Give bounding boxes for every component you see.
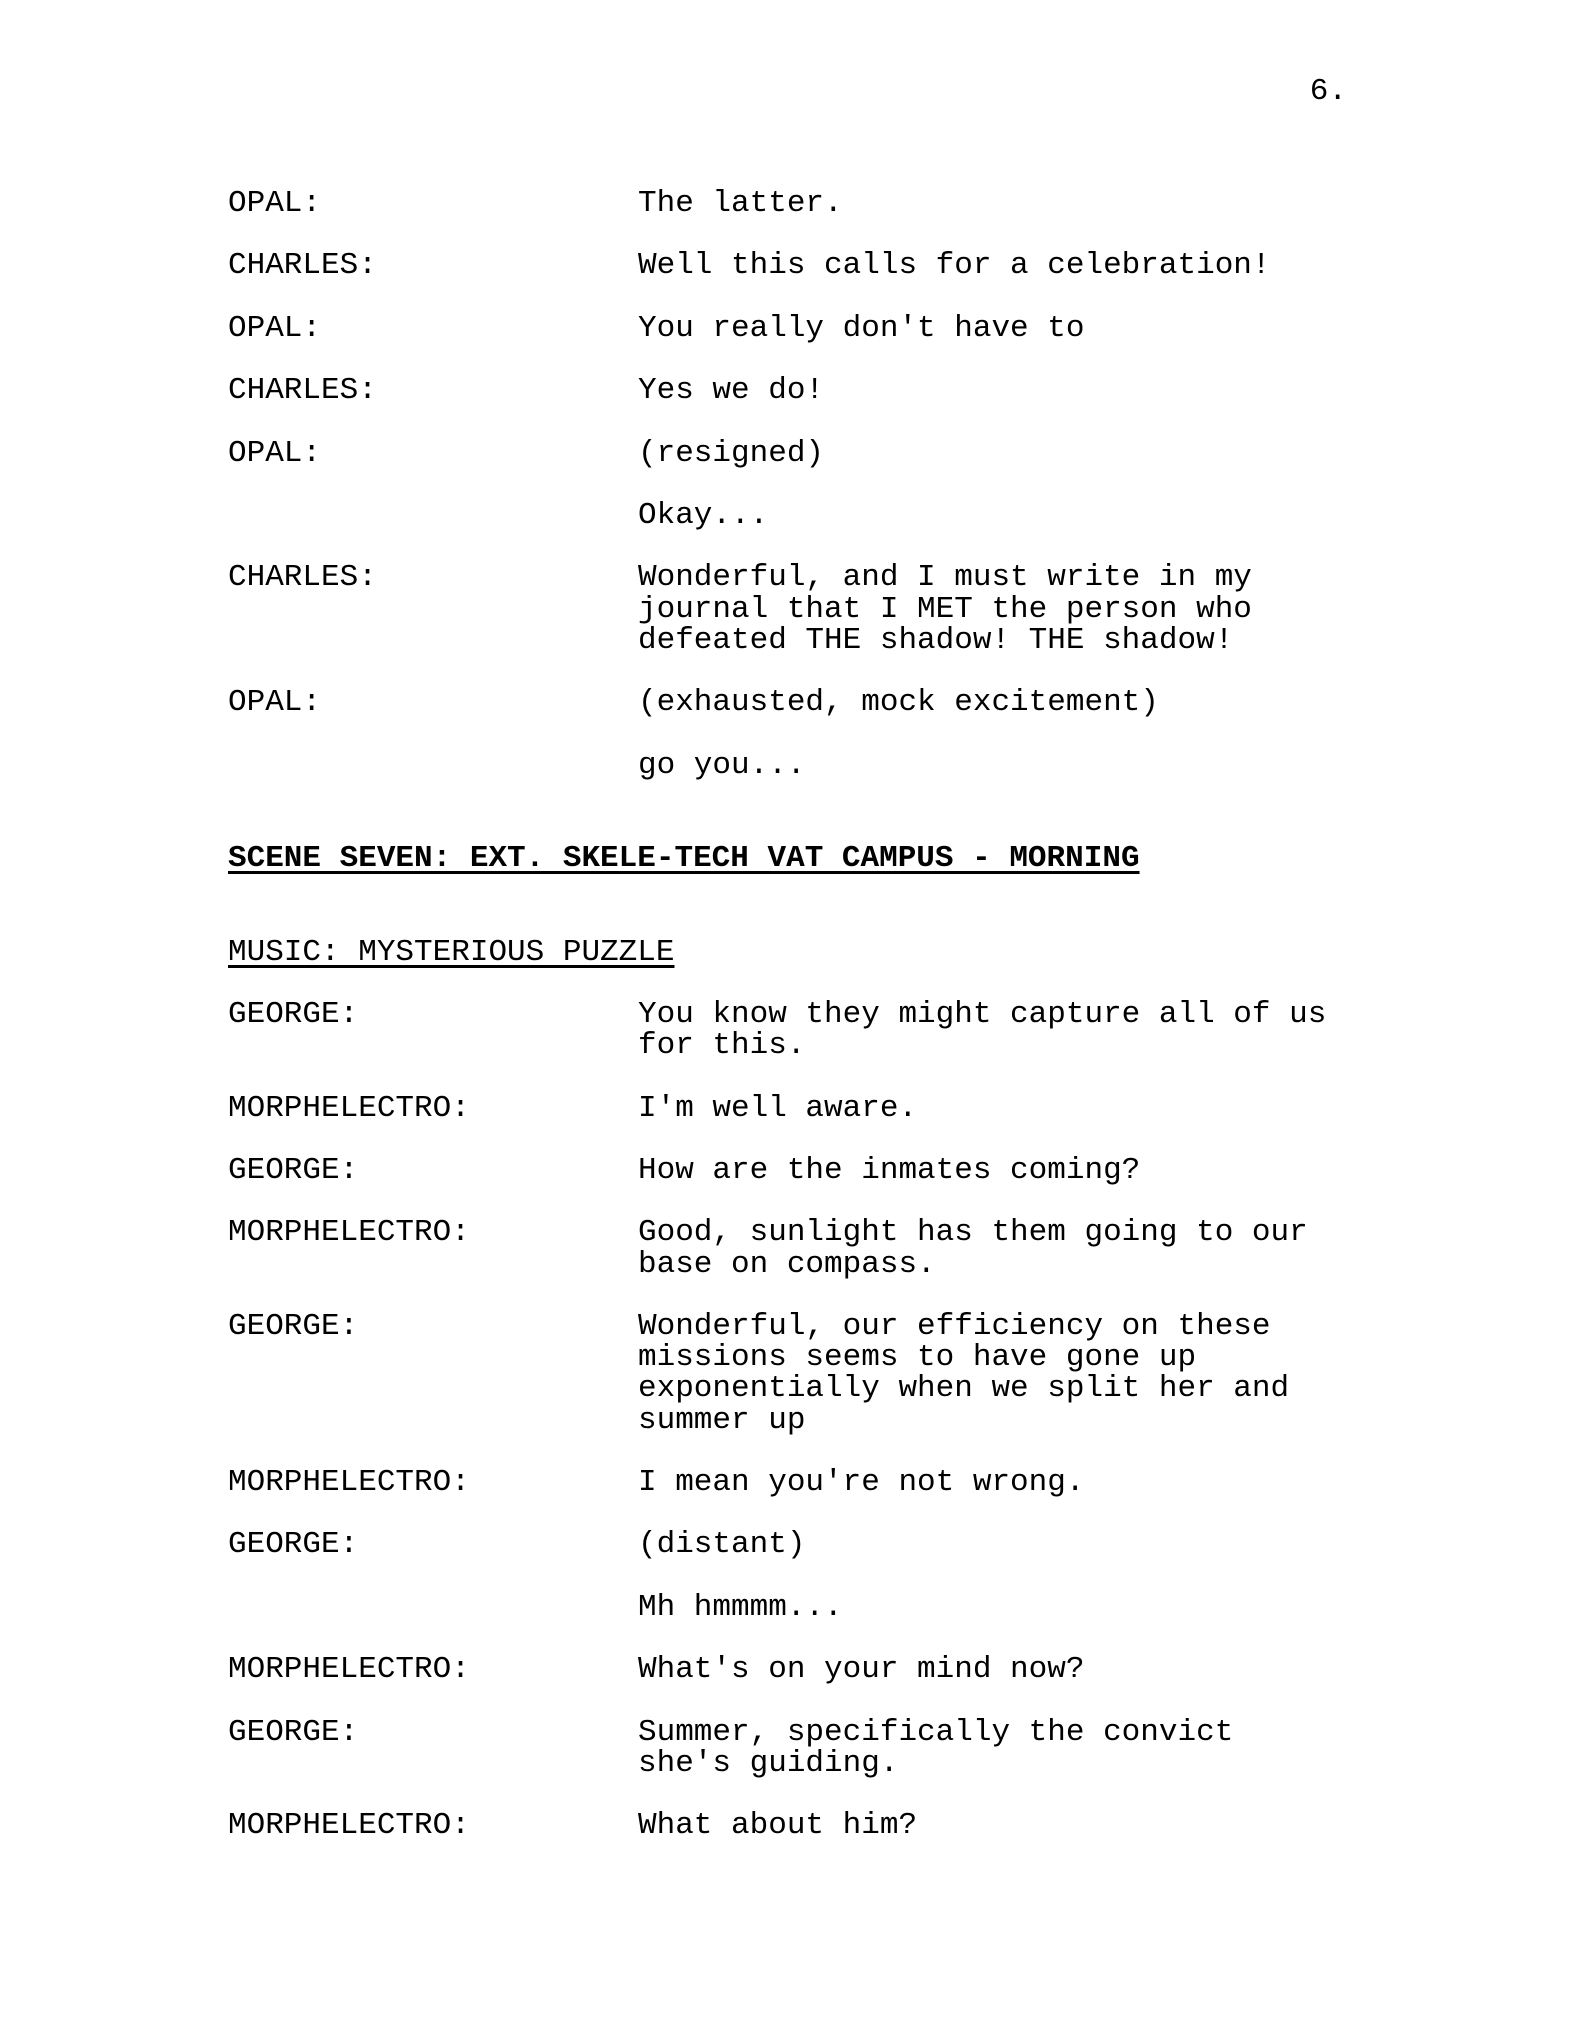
character-name: CHARLES: <box>228 560 377 596</box>
character-name: MORPHELECTRO: <box>228 1090 470 1126</box>
dialogue-entry <box>228 310 1536 346</box>
continuation-entry <box>228 1589 1536 1625</box>
dialogue-lines <box>638 1215 1536 1282</box>
character-name: CHARLES: <box>228 373 377 409</box>
dialogue-entry <box>228 997 1536 1064</box>
dialogue-lines <box>638 747 1536 783</box>
character-name: GEORGE: <box>228 1309 359 1345</box>
music-cue-text: MUSIC: MYSTERIOUS PUZZLE <box>228 934 675 970</box>
dialogue-entry <box>228 435 1536 471</box>
dialogue-lines <box>638 1090 1536 1126</box>
dialogue-line: Wonderful, and I must write in my <box>638 560 1252 596</box>
dialogue-entry <box>228 1153 1536 1189</box>
dialogue-entry <box>228 1215 1536 1282</box>
dialogue-line: (distant) <box>638 1527 806 1563</box>
dialogue-line: Well this calls for a celebration! <box>638 248 1271 284</box>
dialogue-line: Mh hmmmm... <box>638 1589 843 1625</box>
dialogue-entry <box>228 248 1536 284</box>
character-name: MORPHELECTRO: <box>228 1215 470 1251</box>
character-name: OPAL: <box>228 435 322 471</box>
dialogue-entry <box>228 188 1536 219</box>
dialogue-entry <box>228 1808 1536 1844</box>
dialogue-lines <box>638 310 1536 346</box>
page-number: 6. <box>1309 74 1347 109</box>
dialogue-lines <box>638 1808 1536 1844</box>
dialogue-line: You really don't have to <box>638 310 1085 346</box>
dialogue-line: I mean you're not wrong. <box>638 1465 1085 1501</box>
dialogue-line: What's on your mind now? <box>638 1652 1085 1688</box>
scene-heading-entry <box>228 841 1536 877</box>
dialogue-line: You know they might capture all of us <box>638 997 1327 1033</box>
dialogue-lines <box>638 1714 1536 1781</box>
character-name: GEORGE: <box>228 997 359 1033</box>
dialogue-entry <box>228 1527 1536 1563</box>
dialogue-line: (exhausted, mock excitement) <box>638 685 1159 721</box>
dialogue-line: Good, sunlight has them going to our <box>638 1215 1308 1251</box>
dialogue-lines <box>638 435 1536 471</box>
dialogue-line: for this. <box>638 1028 806 1064</box>
dialogue-line: exponentially when we split her and <box>638 1371 1290 1407</box>
dialogue-line: What about him? <box>638 1808 918 1844</box>
dialogue-line: Yes we do! <box>638 373 825 409</box>
character-name: OPAL: <box>228 186 322 221</box>
continuation-entry <box>228 747 1536 783</box>
character-name: GEORGE: <box>228 1714 359 1750</box>
dialogue-line: journal that I MET the person who <box>638 591 1252 627</box>
dialogue-line: go you... <box>638 747 806 783</box>
dialogue-line: base on compass. <box>638 1246 936 1282</box>
dialogue-lines <box>638 497 1536 533</box>
dialogue-entry <box>228 373 1536 409</box>
dialogue-line: missions seems to have gone up <box>638 1340 1197 1376</box>
dialogue-line: defeated THE shadow! THE shadow! <box>638 622 1234 658</box>
dialogue-lines <box>638 1527 1536 1563</box>
dialogue-lines <box>638 248 1536 284</box>
dialogue-line: The latter. <box>638 186 843 221</box>
dialogue-lines <box>638 562 1536 656</box>
character-name: GEORGE: <box>228 1527 359 1563</box>
dialogue-lines <box>638 188 1536 219</box>
dialogue-lines <box>638 997 1536 1064</box>
dialogue-entry <box>228 1714 1536 1781</box>
dialogue-lines <box>638 1311 1536 1436</box>
dialogue-line: summer up <box>638 1402 806 1438</box>
character-name: GEORGE: <box>228 1153 359 1189</box>
dialogue-line: I'm well aware. <box>638 1090 918 1126</box>
character-name: OPAL: <box>228 685 322 721</box>
character-name: MORPHELECTRO: <box>228 1652 470 1688</box>
music-cue-entry <box>228 934 1536 970</box>
character-name: CHARLES: <box>228 248 377 284</box>
scene-heading-text: SCENE SEVEN: EXT. SKELE-TECH VAT CAMPUS - MORNING <box>228 841 1140 877</box>
dialogue-entry <box>228 1090 1536 1126</box>
dialogue-lines <box>638 685 1536 721</box>
dialogue-entry <box>228 685 1536 721</box>
dialogue-line: she's guiding. <box>638 1745 899 1781</box>
dialogue-line: (resigned) <box>638 435 825 471</box>
dialogue-entry <box>228 1465 1536 1501</box>
dialogue-entry <box>228 1652 1536 1688</box>
continuation-entry <box>228 497 1536 533</box>
character-name: OPAL: <box>228 310 322 346</box>
dialogue-entry <box>228 1311 1536 1436</box>
dialogue-lines <box>638 1589 1536 1625</box>
dialogue-lines <box>638 373 1536 409</box>
script-body <box>228 186 1536 1844</box>
character-name: MORPHELECTRO: <box>228 1465 470 1501</box>
character-name: MORPHELECTRO: <box>228 1808 470 1844</box>
dialogue-entry <box>228 562 1536 656</box>
dialogue-lines <box>638 1465 1536 1501</box>
dialogue-line: Okay... <box>638 497 769 533</box>
dialogue-lines <box>638 1153 1536 1189</box>
dialogue-line: How are the inmates coming? <box>638 1153 1141 1189</box>
dialogue-line: Wonderful, our efficiency on these <box>638 1309 1271 1345</box>
dialogue-line: Summer, specifically the convict <box>638 1714 1234 1750</box>
dialogue-lines <box>638 1652 1536 1688</box>
